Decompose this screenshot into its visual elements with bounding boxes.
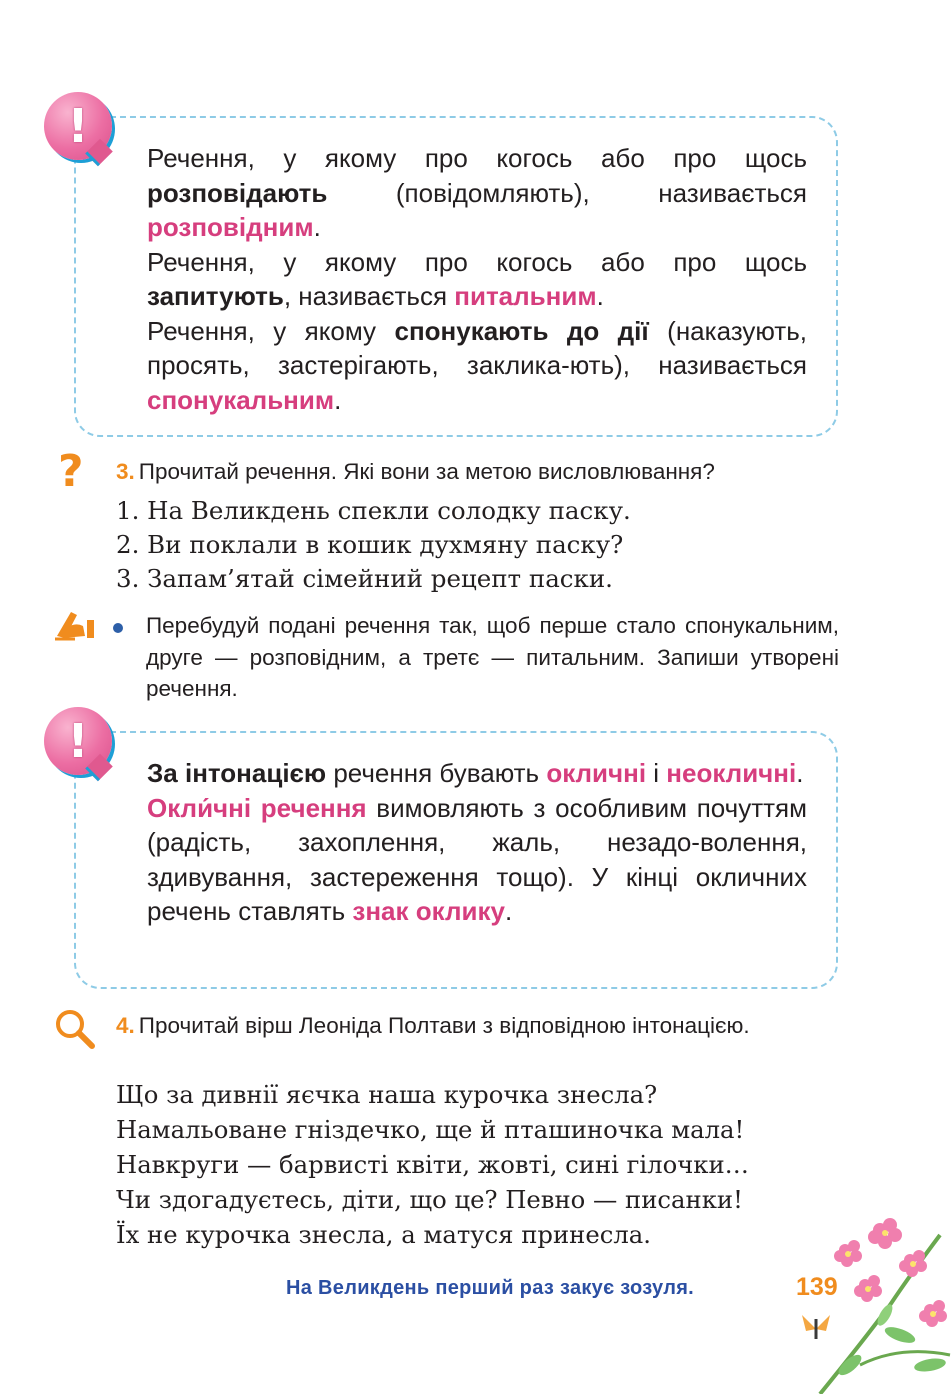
poem [116, 1077, 749, 1252]
rule-paragraph-declarative: Речення, у якому про когось або про щось розповідають (повідомляють), називається розповідним. [147, 143, 807, 242]
poem-line: Намальоване гніздечко, ще й пташиночка мала! [116, 1115, 745, 1144]
list-item: 1. На Великдень спекли солодку паску. [116, 496, 631, 525]
rule-paragraph-interrogative: Речення, у якому про когось або про щось запитують, називається питальним. [147, 246, 807, 311]
poem-line: Навкруги — барвисті квіти, жовті, сині гілочки… [116, 1150, 749, 1179]
poem-line: Їх не курочка знесла, а матуся принесла. [116, 1220, 651, 1249]
footer-proverb: На Великдень перший раз закує зозуля. [286, 1277, 695, 1299]
rule-paragraph-imperative: Речення, у якому спонукають до дії (наказують, просять, застерігають, заклика-ють), називається спонукальним. [147, 315, 807, 415]
poem-line: Що за дивнії яєчка наша курочка знесла? [116, 1080, 658, 1109]
writing-hand-icon [53, 606, 97, 642]
rule-text-sentence-purpose [147, 141, 807, 417]
task-4-instruction: 4. Прочитай вірш Леоніда Полтави з відповідною інтонацією. [116, 1013, 750, 1038]
rule-paragraph-exclamatory: Окли́чні речення вимовляють з особливим почуттям (радість, захоплення, жаль, незадо-волення, здивування, застереження тощо). У кінці окличних речень ставлять знак оклику. [147, 792, 807, 926]
page-number: 139 [796, 1273, 838, 1301]
question-mark-icon: ? [58, 446, 84, 497]
task-number: 4. [116, 1013, 135, 1038]
rule-paragraph-intonation: За інтонацією речення бувають окличні і неокличні. [147, 758, 804, 788]
poem-line: Чи здогадуєтесь, діти, що це? Певно — писанки! [116, 1185, 743, 1214]
task-3-sentences [116, 494, 631, 596]
list-item: 2. Ви поклали в кошик духмяну паску? [116, 530, 624, 559]
task-number: 3. [116, 459, 135, 484]
list-item: 3. Запам’ятай сімейний рецепт паски. [116, 564, 613, 593]
rule-text-intonation [147, 756, 807, 929]
exclamation-bubble-icon: ! [44, 92, 112, 160]
task-3-instruction: 3. Прочитай речення. Які вони за метою висловлювання? [116, 459, 715, 484]
magnifier-icon [54, 1008, 98, 1050]
flower-branch-butterfly-icon [790, 1215, 952, 1394]
exclamation-bubble-icon: ! [44, 707, 112, 775]
bullet-marker [113, 623, 123, 633]
writing-task-instruction: Перебудуй подані речення так, щоб перше стало спонукальним, друге — розповідним, а третє — питальним. Запиши утворені речення. [146, 613, 839, 701]
